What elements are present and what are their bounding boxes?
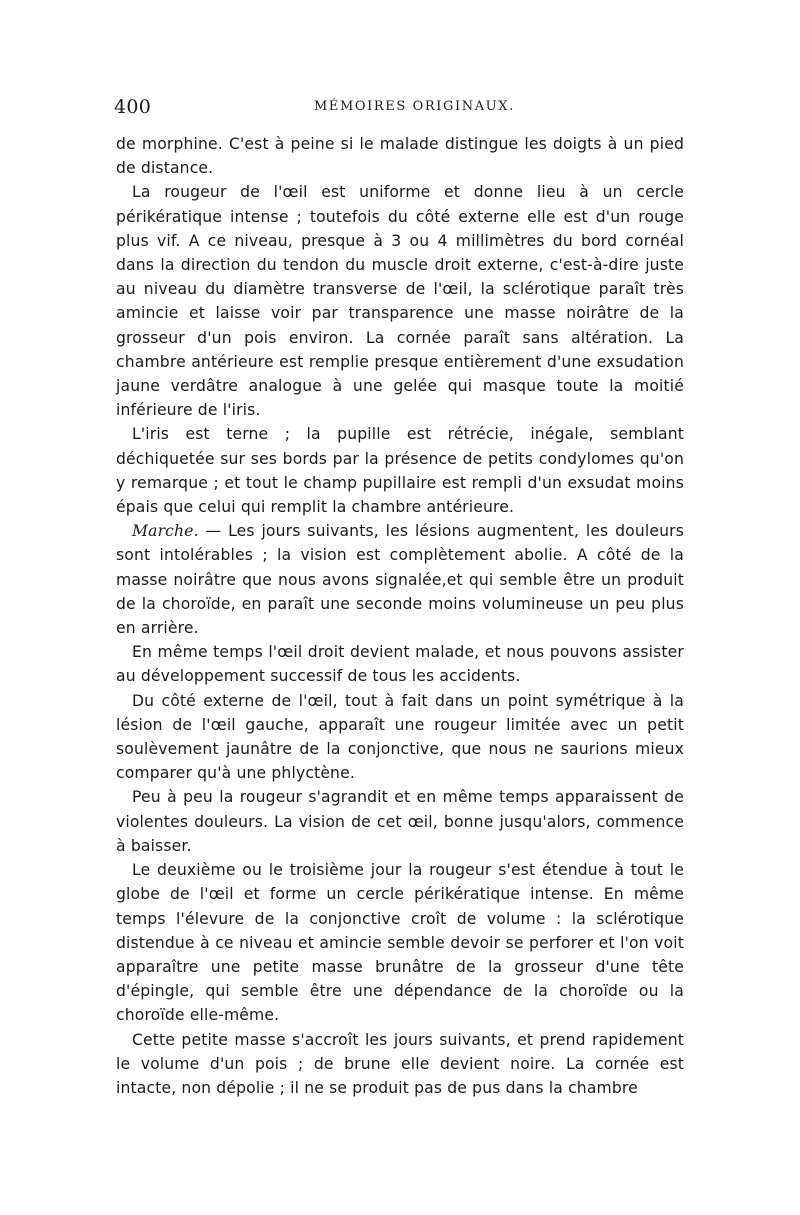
page-header [114, 96, 686, 124]
paragraph-external-side: Du côté externe de l'œil, tout à fait dans un point symétrique à la lésion de l'œil gauche, apparaît une rougeur limitée avec un petit soulèvement jaunâtre de la conjonctive, que nous ne saurions mieux comparer qu'à une phlyctène. [116, 691, 684, 783]
paragraph-marche-text: — Les jours suivants, les lésions augmentent, les douleurs sont intolérables ; la vision est complètement abolie. A côté de la masse noirâtre que nous avons signalée,et qui semble être un produit de la choroïde, en paraît une seconde moins volumineuse un peu plus en arrière. [116, 522, 684, 638]
body-text [116, 132, 684, 1100]
paragraph-redness-grows: Peu à peu la rougeur s'agrandit et en même temps apparaissent de violentes douleurs. La vision de cet œil, bonne jusqu'alors, commence à baisser. [116, 788, 684, 855]
paragraph-right-eye: En même temps l'œil droit devient malade, et nous pouvons assister au développement successif de tous les accidents. [116, 643, 684, 686]
page-number: 400 [114, 96, 152, 118]
paragraph-marche [116, 519, 684, 640]
paragraph-second-third-day: Le deuxième ou le troisième jour la rougeur s'est étendue à tout le globe de l'œil et forme un cercle périkératique intense. En même temps l'élevure de la conjonctive croît de volume : la sclérotique distendue à ce niveau et amincie semble devoir se perforer et l'on voit apparaître une petite masse brunâtre de la grosseur d'une tête d'épingle, qui semble être une dépendance de la choroïde ou la choroïde elle-même. [116, 861, 684, 1025]
paragraph-eye-redness: La rougeur de l'œil est uniforme et donne lieu à un cercle périkératique intense ; toutefois du côté externe elle est d'un rouge plus vif. A ce niveau, presque à 3 ou 4 millimètres du bord cornéal dans la direction du tendon du muscle droit externe, c'est-à-dire juste au niveau du diamètre transverse de l'œil, la sclérotique paraît très amincie et laisse voir par transparence une masse noirâtre de la grosseur d'un pois environ. La cornée paraît sans altération. La chambre antérieure est remplie presque entièrement d'une exsudation jaune verdâtre analogue à une gelée qui masque toute la moitié inférieure de l'iris. [116, 183, 684, 420]
section-lead-marche: Marche. [132, 522, 199, 541]
paragraph-continuation: de morphine. C'est à peine si le malade distingue les doigts à un pied de distance. [116, 135, 684, 178]
paragraph-iris: L'iris est terne ; la pupille est rétrécie, inégale, semblant déchiquetée sur ses bords par la présence de petits condylomes qu'on y remarque ; et tout le champ pupillaire est rempli d'un exsudat moins épais que celui qui remplit la chambre antérieure. [116, 425, 684, 517]
paragraph-small-mass: Cette petite masse s'accroît les jours suivants, et prend rapidement le volume d'un pois ; de brune elle devient noire. La cornée est intacte, non dépolie ; il ne se produit pas de pus dans la chambre [116, 1030, 684, 1097]
running-title: MÉMOIRES ORIGINAUX. [314, 99, 515, 114]
